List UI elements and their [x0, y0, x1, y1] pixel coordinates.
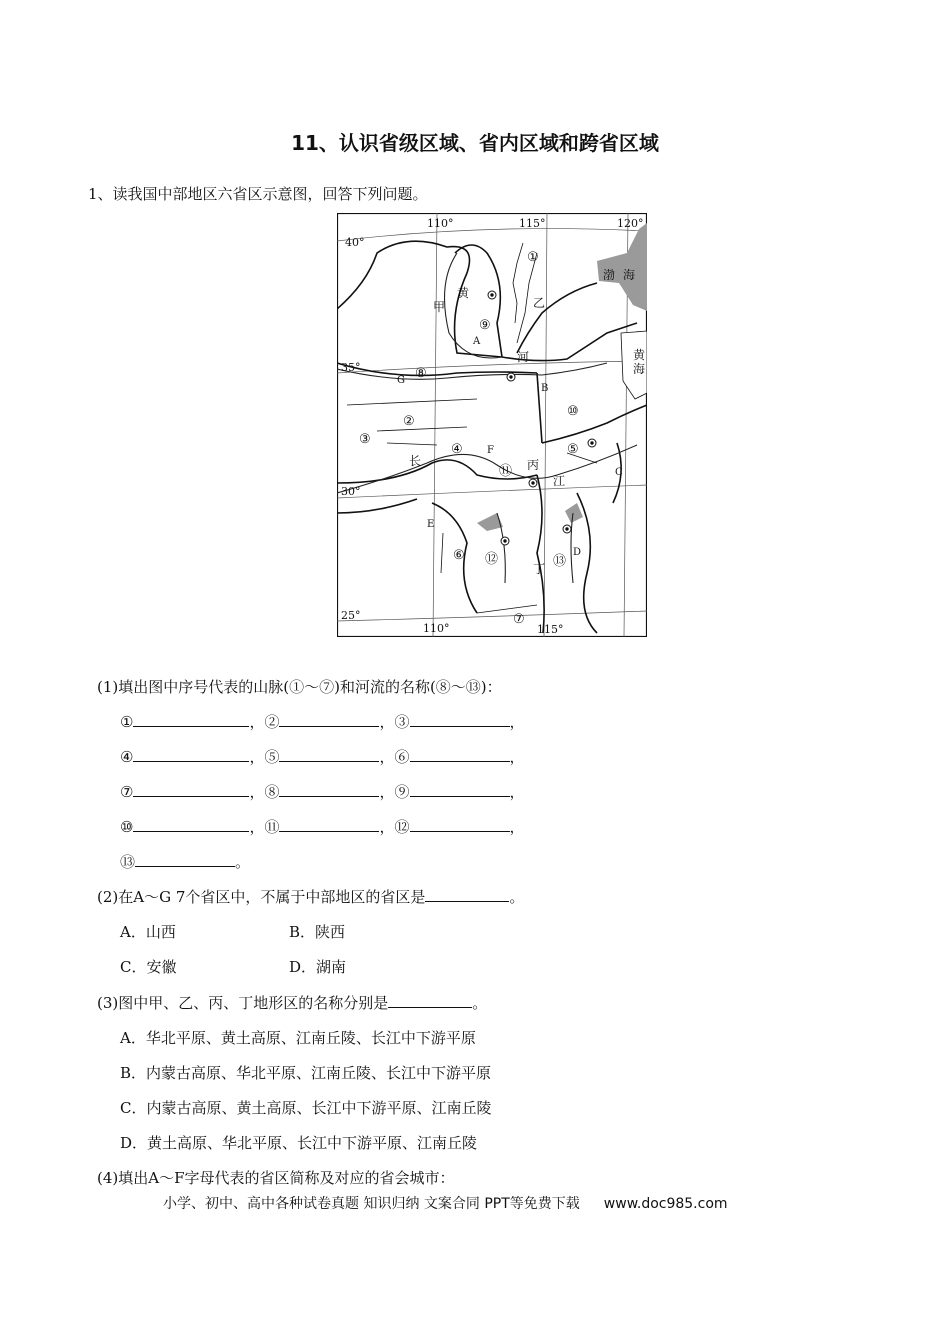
q1-row-1	[120, 711, 525, 732]
lon-label-110-bottom: 110°	[423, 622, 450, 635]
map-num-4: ④	[451, 442, 463, 457]
lon-label-115-bottom: 115°	[537, 623, 564, 636]
answer-blank-q3[interactable]	[388, 993, 472, 1008]
q1-row-3	[120, 781, 525, 802]
q1-prompt: (1)填出图中序号代表的山脉(①～⑦)和河流的名称(⑧～⑬)：	[97, 678, 502, 696]
q1-label-13: ⑬	[120, 853, 136, 871]
period: 。	[235, 853, 251, 871]
sea-label-bo: 渤	[603, 268, 616, 282]
q3-prompt: (3)图中甲、乙、丙、丁地形区的名称分别是	[97, 994, 389, 1012]
river-label-jiang: 江	[553, 474, 566, 488]
lat-label-40: 40°	[345, 236, 365, 249]
province-label-c: C	[615, 467, 623, 478]
map-num-3: ③	[359, 432, 371, 447]
lat-label-30: 30°	[341, 485, 361, 498]
q3-option-d[interactable]: D．黄土高原、华北平原、长江中下游平原、江南丘陵	[120, 1134, 478, 1152]
lon-label-110-top: 110°	[427, 217, 454, 230]
q2-option-c[interactable]: C．安徽	[120, 958, 177, 976]
answer-blank-8[interactable]	[279, 782, 379, 797]
separator: ，	[509, 748, 525, 766]
separator: ，	[379, 818, 395, 836]
lon-label-120-top: 120°	[617, 217, 644, 230]
map-num-6: ⑥	[453, 548, 465, 563]
q1-label-9: ⑨	[394, 783, 410, 801]
answer-blank-6[interactable]	[410, 747, 510, 762]
province-label-d: D	[573, 547, 582, 558]
province-label-f: F	[487, 445, 494, 456]
q1-label-2: ②	[264, 713, 280, 731]
q3-prompt-line	[97, 992, 487, 1013]
separator: ，	[379, 713, 395, 731]
answer-blank-12[interactable]	[410, 817, 510, 832]
separator: ，	[249, 818, 265, 836]
q1-label-10: ⑩	[120, 818, 134, 836]
answer-blank-5[interactable]	[279, 747, 379, 762]
q1-label-8: ⑧	[264, 783, 280, 801]
river-label-he: 河	[517, 350, 530, 364]
province-label-e: E	[427, 519, 435, 530]
map-num-5: ⑤	[567, 442, 579, 457]
q2-option-d[interactable]: D．湖南	[289, 958, 347, 976]
lon-label-115-top: 115°	[519, 217, 546, 230]
answer-blank-q2[interactable]	[425, 887, 509, 902]
answer-blank-3[interactable]	[410, 712, 510, 727]
q3-option-b[interactable]: B．内蒙古高原、华北平原、江南丘陵、长江中下游平原	[120, 1064, 492, 1082]
region-label-ding: 丁	[533, 562, 546, 576]
answer-blank-13[interactable]	[135, 852, 235, 867]
q2-option-a[interactable]: A．山西	[120, 923, 176, 941]
footer-text: 小学、初中、高中各种试卷真题 知识归纳 文案合同 PPT等免费下载	[163, 1196, 580, 1212]
map-num-13: ⑬	[553, 554, 567, 569]
answer-blank-11[interactable]	[279, 817, 379, 832]
separator: ，	[379, 783, 395, 801]
province-label-b: B	[541, 383, 549, 394]
q1-row-5	[120, 851, 250, 872]
sea-label-huang: 黄	[633, 348, 646, 362]
province-label-g: G	[397, 375, 405, 386]
question-intro: 1、读我国中部地区六省区示意图，回答下列问题。	[88, 185, 428, 203]
answer-blank-7[interactable]	[133, 782, 249, 797]
map-num-12: ⑫	[485, 552, 499, 567]
q1-label-3: ③	[394, 713, 410, 731]
separator: ，	[509, 783, 525, 801]
q2-option-b[interactable]: B．陕西	[289, 923, 346, 941]
map-num-10: ⑩	[567, 404, 579, 419]
separator: ，	[249, 748, 265, 766]
answer-blank-2[interactable]	[279, 712, 379, 727]
footer-site-link[interactable]: www.doc985.com	[603, 1196, 728, 1212]
q1-label-6: ⑥	[394, 748, 410, 766]
river-label-chang: 长	[409, 454, 422, 468]
page-footer	[163, 1193, 728, 1213]
q1-label-12: ⑫	[394, 818, 410, 836]
q2-prompt-line	[97, 886, 524, 907]
central-china-map	[337, 213, 647, 637]
page-title: 11、认识省级区域、省内区域和跨省区域	[291, 131, 659, 155]
province-label-a: A	[473, 336, 481, 347]
q1-label-4: ④	[120, 748, 134, 766]
region-label-yi: 乙	[533, 296, 546, 310]
q2-prompt: (2)在A～G 7个省区中，不属于中部地区的省区是	[97, 888, 426, 906]
q1-label-1: ①	[120, 713, 134, 731]
map-num-8: ⑧	[415, 366, 427, 381]
q1-label-7: ⑦	[120, 783, 134, 801]
q1-row-4	[120, 816, 525, 837]
map-num-7: ⑦	[513, 612, 525, 627]
q1-row-2	[120, 746, 525, 767]
q3-option-c[interactable]: C．内蒙古高原、黄土高原、长江中下游平原、江南丘陵	[120, 1099, 492, 1117]
answer-blank-4[interactable]	[133, 747, 249, 762]
map-num-2: ②	[403, 414, 415, 429]
lat-label-25: 25°	[341, 609, 361, 622]
region-label-bing: 丙	[527, 458, 540, 472]
separator: ，	[509, 713, 525, 731]
region-label-jia: 甲	[433, 300, 446, 314]
map-num-1: ①	[527, 250, 539, 265]
period: 。	[472, 994, 488, 1012]
q3-option-a[interactable]: A．华北平原、黄土高原、江南丘陵、长江中下游平原	[120, 1029, 476, 1047]
separator: ，	[249, 713, 265, 731]
period: 。	[509, 888, 525, 906]
river-label-huang: 黄	[457, 286, 470, 300]
lat-label-35: 35°	[341, 361, 361, 374]
sea-label-hai-2: 海	[633, 362, 646, 376]
separator: ，	[249, 783, 265, 801]
q1-label-5: ⑤	[264, 748, 280, 766]
sea-label-hai-1: 海	[623, 268, 636, 282]
answer-blank-1[interactable]	[133, 712, 249, 727]
answer-blank-10[interactable]	[133, 817, 249, 832]
answer-blank-9[interactable]	[410, 782, 510, 797]
map-num-11: ⑪	[499, 464, 513, 479]
q1-label-11: ⑪	[264, 818, 280, 836]
map-num-9: ⑨	[479, 318, 491, 333]
separator: ，	[509, 818, 525, 836]
q4-prompt: (4)填出A～F字母代表的省区简称及对应的省会城市：	[97, 1169, 455, 1187]
separator: ，	[379, 748, 395, 766]
